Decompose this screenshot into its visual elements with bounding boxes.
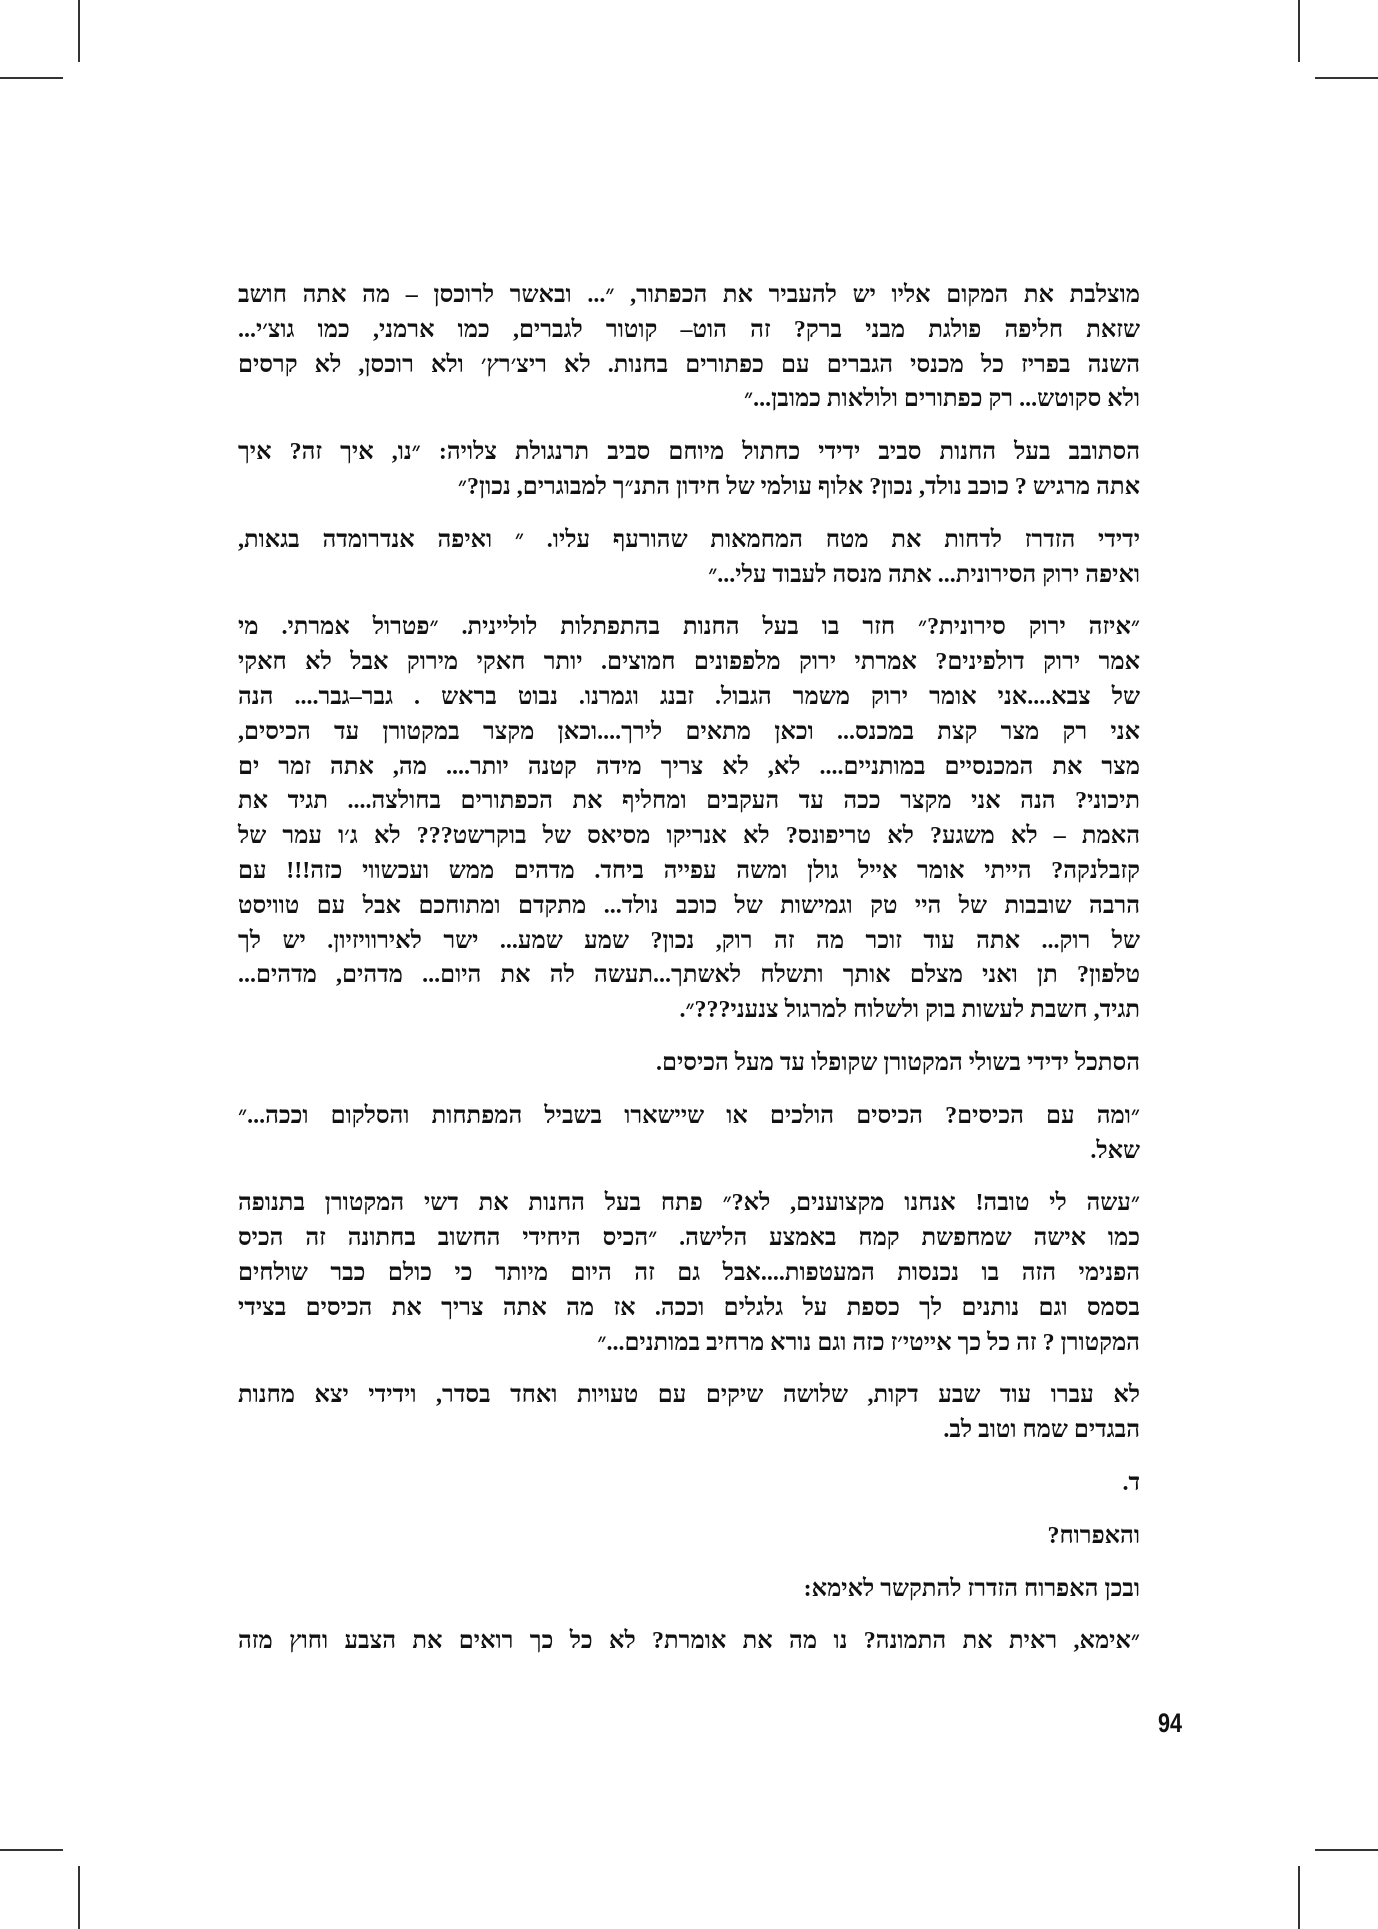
text-line: השנה בפריז כל מכנסי הגברים עם כפתורים בחנות. לא ריצ׳רץ׳ ולא רוכסן, לא קרסים: [238, 351, 1140, 378]
text-line: כמו אישה שמחפשת קמח באמצע הלישה. ״הכיס היחידי החשוב בחתונה זה הכיס: [238, 1225, 1140, 1252]
paragraph: [238, 1046, 1140, 1081]
text-line: הרבה שובבות של היי טק וגמישות של כוכב נולד... מתקדם ומתוחכם אבל עם טוויסט: [238, 892, 1140, 919]
text-line: ד.: [1122, 1469, 1140, 1496]
crop-mark-top-left-horizontal: [0, 77, 63, 79]
paragraph: [238, 610, 1140, 1028]
crop-mark-top-right-horizontal: [1315, 77, 1378, 79]
text-line: תיכוני? הנה אני מקצר ככה עד העקבים ומחליף את הכפתורים בחולצה.... תגיד את: [238, 788, 1140, 815]
crop-mark-bottom-left-vertical: [78, 1866, 80, 1929]
text-line: אמר ירוק דולפינים? אמרתי ירוק מלפפונים חמוצים. יותר חאקי מירוק אבל לא חאקי: [238, 649, 1140, 676]
text-line: אתה מרגיש ? כוכב נולד, נכון? אלוף עולמי של חידון התנ״ך למבוגרים, נכון?״: [457, 473, 1140, 500]
text-line: והאפרוח?: [1047, 1522, 1140, 1549]
page-number: 94: [1157, 1708, 1182, 1738]
crop-mark-bottom-left-horizontal: [0, 1849, 63, 1851]
paragraph: [238, 1624, 1140, 1659]
text-line: שאל.: [1090, 1137, 1140, 1164]
paragraph: [238, 1466, 1140, 1501]
body-text: [238, 278, 1140, 1677]
text-line: ידידי הזדרז לדחות את מטח המחמאות שהורעף עליו. ״ ואיפה אנדרומדה בגאות,: [238, 526, 1140, 553]
paragraph: [238, 278, 1140, 417]
text-line: של רוק... אתה עוד זוכר מה זה רוק, נכון? שמע שמע... ישר לאירוויזיון. יש לך: [238, 927, 1140, 954]
text-line: ולא סקוטש... רק כפתורים ולולאות כמובן...״: [744, 386, 1140, 413]
text-line: טלפון? תן ואני מצלם אותך ותשלח לאשתך...תעשה לה את היום... מדהים, מדהים...: [238, 962, 1140, 989]
text-line: ובכן האפרוח הזדרז להתקשר לאימא:: [803, 1575, 1140, 1602]
text-line: הסתכל ידידי בשולי המקטורן שקופלו עד מעל הכיסים.: [656, 1049, 1140, 1076]
text-line: בסמס וגם נותנים לך כספת על גלגלים וככה. אז מה אתה צריך את הכיסים בצידי: [238, 1294, 1140, 1321]
text-line: שזאת חליפה פולגת מבני ברק? זה הוט– קוטור לגברים, כמו ארמני, כמו גוצ׳י...: [238, 316, 1140, 343]
text-line: ״עשה לי טובה! אנחנו מקצוענים, לא?״ פתח בעל החנות את דשי המקטורן בתנופה: [238, 1190, 1140, 1217]
paragraph: [238, 1519, 1140, 1554]
text-line: האמת – לא משגע? לא טריפונס? לא אנריקו מסיאס של בוקרשט??? לא ג׳ו עמר של: [238, 823, 1140, 850]
text-line: ״אימא, ראית את התמונה? נו מה את אומרת? לא כל כך רואים את הצבע וחוץ מזה: [238, 1628, 1140, 1655]
text-line: הבגדים שמח וטוב לב.: [943, 1417, 1140, 1444]
text-line: של צבא....אני אומר ירוק משמר הגבול. זבנג וגמרנו. נבוט בראש . גבר–גבר.... הנה: [238, 683, 1140, 710]
paragraph: [238, 523, 1140, 593]
crop-mark-top-right-vertical: [1298, 0, 1300, 62]
paragraph: [238, 435, 1140, 505]
text-line: מוצלבת את המקום אליו יש להעביר את הכפתור, ״... ובאשר לרוכסן – מה אתה חושב: [238, 282, 1140, 308]
text-line: הפנימי הזה בו נכנסות המעטפות....אבל גם זה היום מיותר כי כולם כבר שולחים: [238, 1259, 1140, 1286]
text-line: תגיד, חשבת לעשות בוק ולשלוח למרגול צנעני???״.: [679, 997, 1140, 1024]
text-line: ״ומה עם הכיסים? הכיסים הולכים או שיישארו בשביל המפתחות והסלקום וככה...״: [238, 1102, 1140, 1129]
paragraph: [238, 1099, 1140, 1169]
text-line: לא עברו עוד שבע דקות, שלושה שיקים עם טעויות ואחד בסדר, וידידי יצא מחנות: [238, 1382, 1140, 1409]
paragraph: [238, 1572, 1140, 1607]
text-line: הסתובב בעל החנות סביב ידידי כחתול מיוחם סביב תרנגולת צלויה: ״נו, איך זה? איך: [238, 439, 1140, 466]
text-line: קזבלנקה? הייתי אומר אייל גולן ומשה עפייה ביחד. מדהים ממש ועכשווי כזה!!! עם: [238, 857, 1140, 884]
paragraph: [238, 1186, 1140, 1360]
crop-mark-top-left-vertical: [78, 0, 80, 62]
text-line: ״איזה ירוק סירונית?״ חזר בו בעל החנות בהתפתלות לוליינית. ״פטרול אמרתי. מי: [238, 614, 1140, 641]
paragraph: [238, 1378, 1140, 1448]
text-line: אני רק מצר קצת במכנס... וכאן מתאים לירך....וכאן מקצר במקטורן עד הכיסים,: [238, 718, 1140, 745]
text-line: ואיפה ירוק הסירונית... אתה מנסה לעבוד עלי...״: [708, 561, 1140, 588]
text-line: המקטורן ? זה כל כך אייטי׳ז כזה וגם נורא מרחיב במותנים...״: [597, 1329, 1140, 1356]
crop-mark-bottom-right-vertical: [1298, 1866, 1300, 1929]
text-line: מצר את המכנסיים במותניים.... לא, לא צריך מידה קטנה יותר.... מה, אתה זמר ים: [238, 753, 1140, 780]
crop-mark-bottom-right-horizontal: [1315, 1849, 1378, 1851]
